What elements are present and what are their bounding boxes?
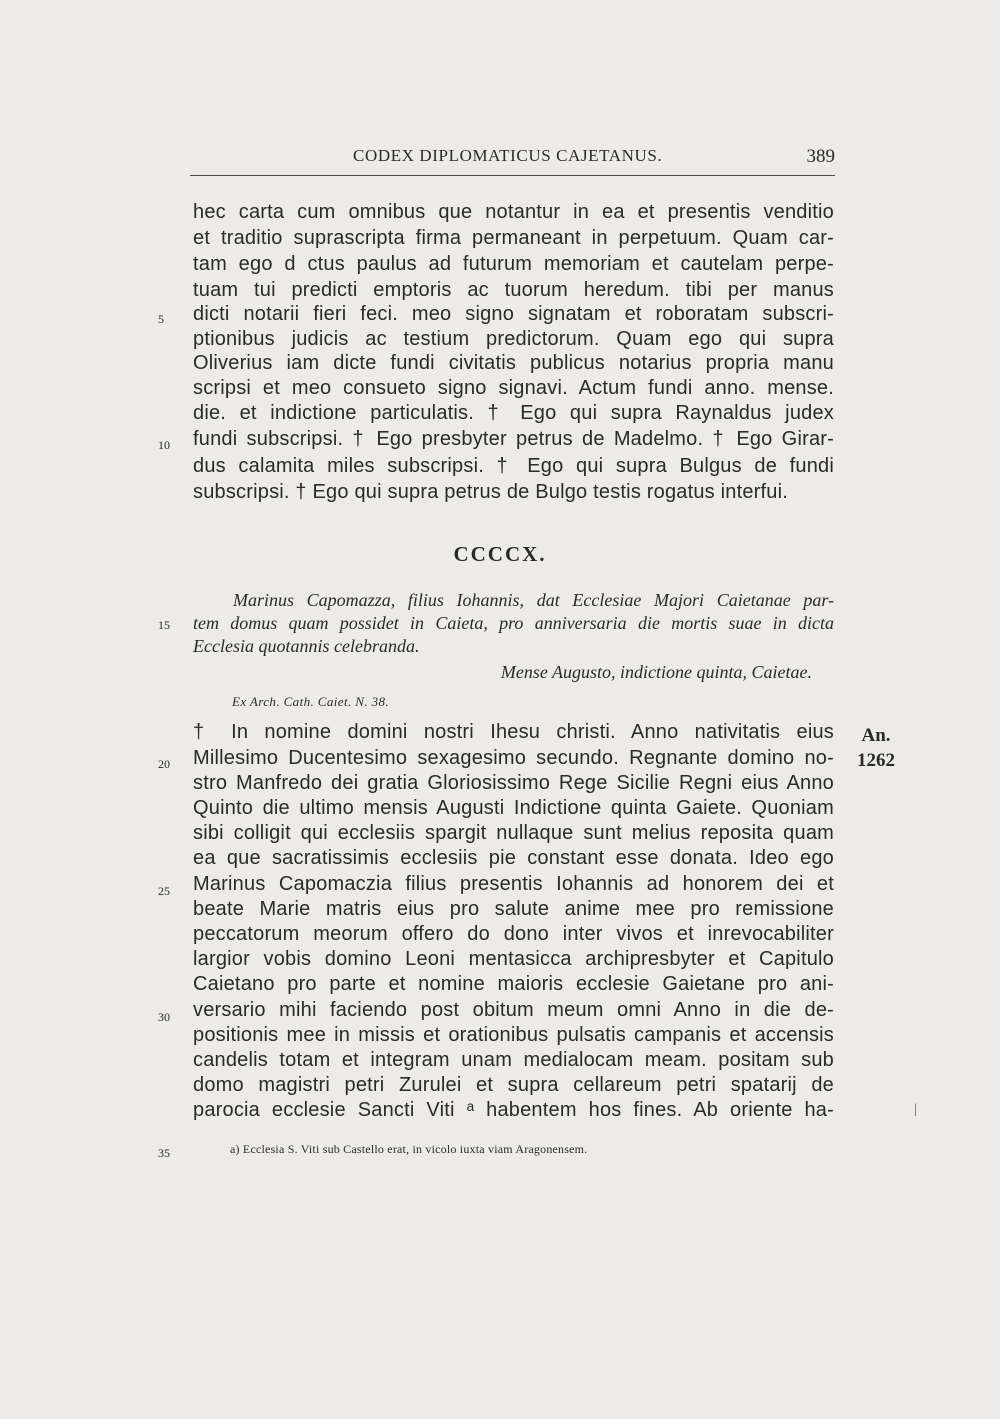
body-line: Millesimo Ducentesimo sexagesimo secundo. Regnante domino no- [193,747,834,769]
body-line: Quinto die ultimo mensis Augusti Indictione quinta Gaiete. Quoniam [193,797,834,819]
body-line: subscripsi. † Ego qui supra petrus de Bulgo testis rogatus interfui. [193,481,789,503]
line-number: 10 [158,438,170,452]
body-line: Caietano pro parte et nomine maioris ecclesie Gaietane pro ani- [193,973,834,995]
running-head [190,146,835,166]
body-line: sibi colligit qui ecclesiis spargit nullaque sunt melius reposita quam [193,822,834,844]
body-line: largior vobis domino Leoni mentasicca archipresbyter et Capitulo [193,948,834,970]
margin-year-label: An. [861,725,891,746]
body-line: parocia ecclesie Sancti Viti ᵃ habentem hos fines. Ab oriente ha- [193,1099,834,1121]
footnote: a) Ecclesia S. Viti sub Castello erat, in vicolo iuxta viam Aragonensem. [230,1142,588,1156]
body-line: dus calamita miles subscripsi. † Ego qui supra Bulgus de fundi [193,455,834,477]
body-line: die. et indictione particulatis. † Ego qui supra Raynaldus judex [193,402,834,424]
scan-mark: | [914,1102,917,1117]
line-number: 35 [158,1146,170,1160]
body-line: domo magistri petri Zurulei et supra cellareum petri spatarij de [193,1074,834,1096]
line-number: 25 [158,884,170,898]
body-line: ptionibus judicis ac testium predictorum. Quam ego qui supra [193,328,834,350]
body-line: scripsi et meo consueto signo signavi. Actum fundi anno. mense. [193,377,834,399]
line-number: 5 [158,312,164,326]
line-number: 15 [158,618,170,632]
archive-source: Ex Arch. Cath. Caiet. N. 38. [232,694,390,709]
body-line: † In nomine domini nostri Ihesu christi. Anno nativitatis eius [193,721,834,743]
regest-line: Marinus Capomazza, filius Iohannis, dat Ecclesiae Majori Caietanae par- [233,590,834,610]
body-line: et traditio suprascripta firma permaneant in perpetuum. Quam car- [193,227,834,249]
body-line: Oliverius iam dicte fundi civitatis publicus notarius propria manu [193,352,834,374]
margin-year-value: 1262 [857,750,895,771]
body-line: candelis totam et integram unam medialocam meam. positam sub [193,1049,834,1071]
body-line: hec carta cum omnibus que notantur in ea et presentis venditio [193,201,834,223]
body-line: beate Marie matris eius pro salute anime mee pro remissione [193,898,834,920]
body-line: ea que sacratissimis ecclesiis pie constant esse donata. Ideo ego [193,847,834,869]
dating-line: Mense Augusto, indictione quinta, Caietae. [500,662,812,682]
body-line: peccatorum meorum offero do dono inter vivos et inrevocabiliter [193,923,834,945]
body-line: stro Manfredo dei gratia Gloriosissimo Rege Sicilie Regni eius Anno [193,772,834,794]
body-line: Marinus Capomaczia filius presentis Iohannis ad honorem dei et [193,873,834,895]
line-number: 20 [158,757,170,771]
running-title: CODEX DIPLOMATICUS CAJETANUS. [353,146,663,165]
header-rule [190,175,835,176]
regest-line: tem domus quam possidet in Caieta, pro anniversaria die mortis suae in dicta [193,613,834,633]
document-number: CCCCX. [453,542,547,566]
body-line: dicti notarii fieri feci. meo signo signatam et roboratam subscri- [193,303,834,325]
page-number: 389 [806,146,835,167]
regest-line: Ecclesia quotannis celebranda. [193,636,420,656]
body-line: tam ego d ctus paulus ad futurum memoriam et cautelam perpe- [193,253,834,275]
body-line: tuam tui predicti emptoris ac tuorum heredum. tibi per manus [193,279,834,301]
line-number: 30 [158,1010,170,1024]
body-line: fundi subscripsi. † Ego presbyter petrus de Madelmo. † Ego Girar- [193,428,834,450]
body-line: positionis mee in missis et orationibus pulsatis campanis et accensis [193,1024,834,1046]
body-line: versario mihi faciendo post obitum meum omni Anno in die de- [193,999,834,1021]
